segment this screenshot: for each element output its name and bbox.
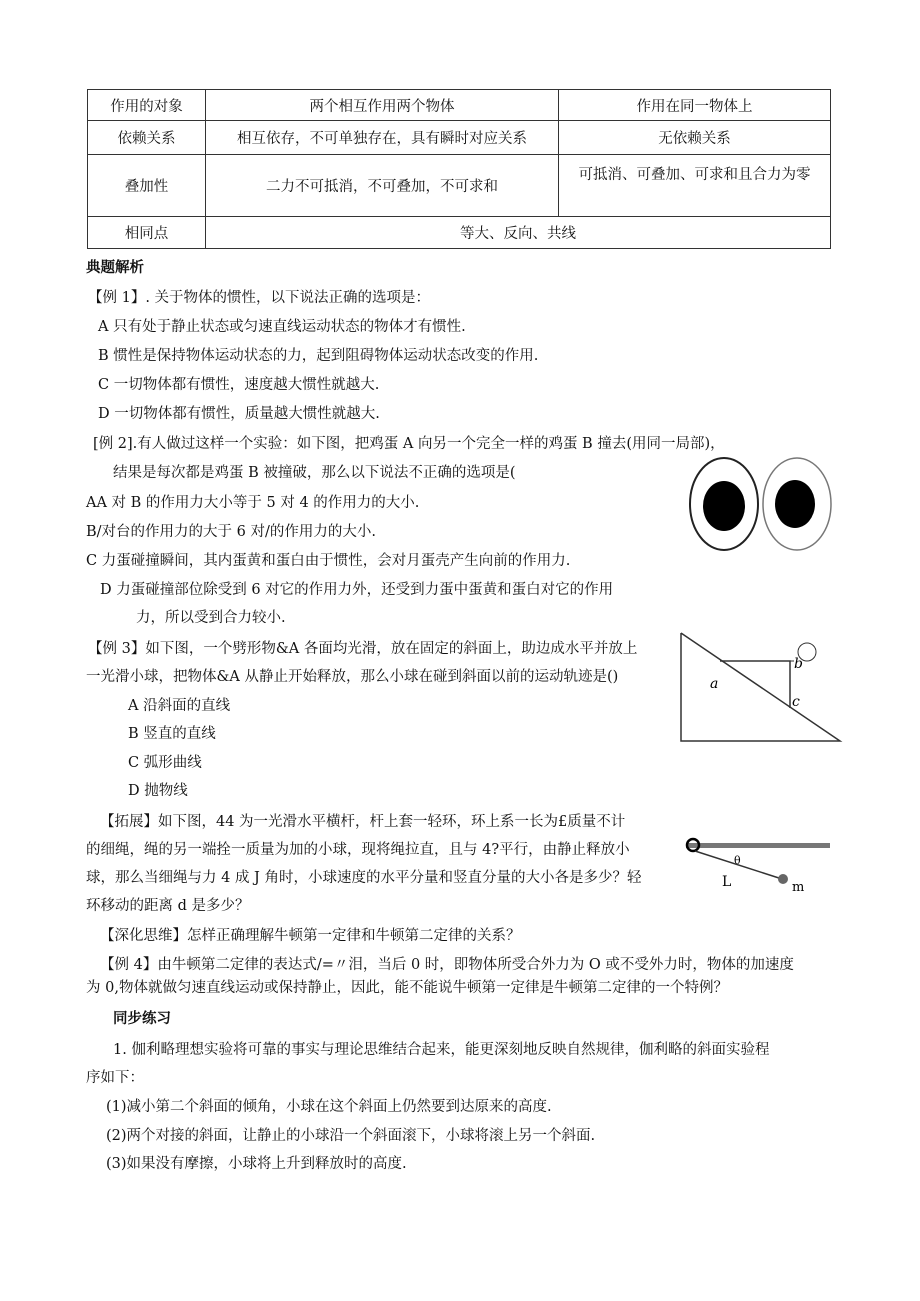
cell: 可抵消、可叠加、可求和且合力为零 bbox=[559, 155, 831, 217]
text-line: C 一切物体都有惯性，速度越大惯性就越大. bbox=[98, 377, 380, 393]
text-line: AA 对 B 的作用力大小等于 5 对 4 的作用力的大小. bbox=[86, 495, 420, 511]
text-line: D 抛物线 bbox=[128, 783, 188, 799]
label-b: b bbox=[794, 656, 803, 672]
eggs-figure bbox=[688, 456, 834, 552]
text-line: 结果是每次都是鸡蛋 B 被撞破，那么以下说法不正确的选项是( bbox=[113, 465, 516, 481]
rod bbox=[686, 843, 830, 848]
cell: 等大、反向、共线 bbox=[206, 217, 831, 249]
section-heading: 典题解析 bbox=[86, 260, 144, 276]
wedge bbox=[720, 661, 790, 708]
text-line: (2)两个对接的斜面，让静止的小球沿一个斜面滚下，小球将滚上另一个斜面. bbox=[106, 1128, 596, 1144]
text-line: 【例 3】如下图，一个劈形物&A 各面均光滑，放在固定的斜面上，助边成水平并放上 bbox=[88, 641, 638, 657]
text-line: 【拓展】如下图，44 为一光滑水平横杆，杆上套一轻环，环上系一长为£质量不计 bbox=[100, 814, 626, 830]
cell: 作用的对象 bbox=[88, 90, 206, 121]
text-line: B 竖直的直线 bbox=[128, 726, 216, 742]
text-line: 为 0,物体就做匀速直线运动或保持静止，因此，能不能说牛顿第一定律是牛顿第二定律的一个特例？ bbox=[86, 980, 728, 996]
wedge-figure bbox=[678, 630, 843, 744]
text-line: D 力蛋碰撞部位除受到 6 对它的作用力外，还受到力蛋中蛋黄和蛋白对它的作用 bbox=[100, 582, 614, 598]
text-line: 1. 伽利略理想实验将可靠的事实与理论思维结合起来，能更深刻地反映自然规律，伽利略的斜面实验程 bbox=[113, 1042, 770, 1058]
yolk-b bbox=[775, 480, 815, 528]
text-line: 球，那么当细绳与力 4 成 J 角时，小球速度的水平分量和竖直分量的大小各是多少？轻 bbox=[86, 870, 642, 886]
label-L: L bbox=[722, 874, 732, 890]
ball-m bbox=[778, 874, 788, 884]
text-line: 序如下： bbox=[86, 1070, 144, 1086]
text-line: C 力蛋碰撞瞬间，其内蛋黄和蛋白由于惯性，会对月蛋壳产生向前的作用力. bbox=[86, 553, 571, 569]
comparison-table bbox=[87, 89, 831, 249]
cell: 无依赖关系 bbox=[559, 121, 831, 155]
cell: 两个相互作用两个物体 bbox=[206, 90, 559, 121]
text-line: 的细绳，绳的另一端拴一质量为加的小球，现将绳拉直，且与 4?平行，由静止释放小 bbox=[86, 842, 630, 858]
incline bbox=[681, 633, 840, 741]
cell: 二力不可抵消，不可叠加，不可求和 bbox=[206, 155, 559, 217]
yolk-a bbox=[703, 481, 745, 531]
text-line: A 只有处于静止状态或匀速直线运动状态的物体才有惯性. bbox=[98, 319, 466, 335]
rod-figure bbox=[682, 834, 834, 894]
text-line: 一光滑小球，把物体&A 从静止开始释放，那么小球在碰到斜面以前的运动轨迹是() bbox=[86, 669, 619, 685]
label-c: c bbox=[792, 694, 800, 710]
cell: 作用在同一物体上 bbox=[559, 90, 831, 121]
label-m: m bbox=[792, 880, 805, 894]
text-line: [例 2].有人做过这样一个实验：如下图，把鸡蛋 A 向另一个完全一样的鸡蛋 B 撞去(用同一局部)， bbox=[93, 436, 725, 452]
label-a: a bbox=[710, 676, 719, 692]
section-heading: 同步练习 bbox=[113, 1011, 171, 1027]
text-line: 【深化思维】怎样正确理解牛顿第一定律和牛顿第二定律的关系？ bbox=[100, 928, 521, 944]
text-line: 【例 1】. 关于物体的惯性，以下说法正确的选项是： bbox=[88, 290, 431, 306]
cell: 相同点 bbox=[88, 217, 206, 249]
text-line: 环移动的距离 d 是多少？ bbox=[86, 898, 250, 914]
text-line: B 惯性是保持物体运动状态的力，起到阻碍物体运动状态改变的作用. bbox=[98, 348, 539, 364]
text-line: 【例 4】由牛顿第二定律的表达式/=〃泪，当后 0 时，即物体所受合外力为 O 或不受外力时，物体的加速度 bbox=[100, 957, 794, 973]
text-line: (1)减小第二个斜面的倾角，小球在这个斜面上仍然要到达原来的高度. bbox=[106, 1099, 552, 1115]
cell: 相互依存，不可单独存在，具有瞬时对应关系 bbox=[206, 121, 559, 155]
cell: 叠加性 bbox=[88, 155, 206, 217]
text-line: D 一切物体都有惯性，质量越大惯性就越大. bbox=[98, 406, 380, 422]
label-theta: θ bbox=[734, 854, 741, 867]
text-line: C 弧形曲线 bbox=[128, 755, 202, 771]
text-line: B/对台的作用力的大于 6 对/的作用力的大小. bbox=[86, 524, 376, 540]
cell: 依赖关系 bbox=[88, 121, 206, 155]
text-line: (3)如果没有摩擦，小球将上升到释放时的高度. bbox=[106, 1156, 407, 1172]
text-line: A 沿斜面的直线 bbox=[128, 698, 231, 714]
text-line: 力，所以受到合力较小. bbox=[136, 610, 286, 626]
